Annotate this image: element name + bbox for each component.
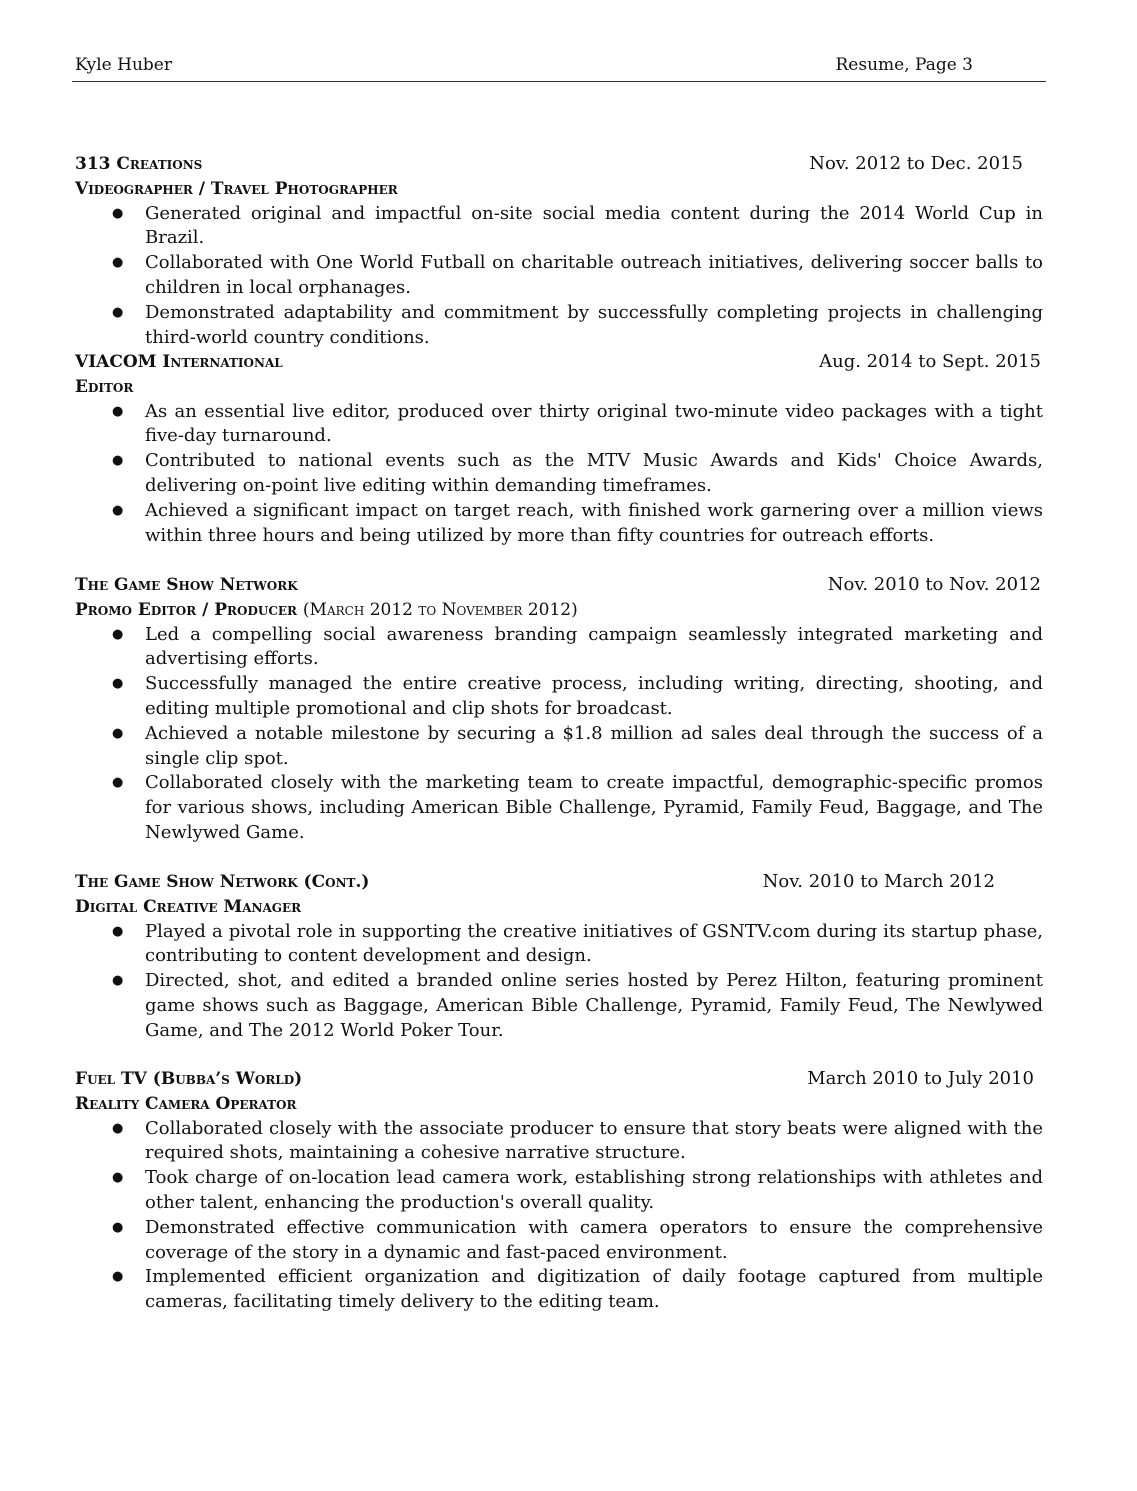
company-name: 313 Creations — [75, 154, 203, 174]
bullet-item: ● Led a compelling social awareness branding campaign seamlessly integrated marketing and advertising efforts. — [112, 623, 1043, 670]
job-heading — [75, 573, 1043, 598]
header-page-label: Resume, Page 3 — [835, 55, 973, 75]
job-entry — [75, 573, 1043, 846]
bullet-item: ● Collaborated closely with the associate producer to ensure that story beats were aligned with the required shots, maintaining a cohesive narrative structure. — [112, 1117, 1043, 1164]
bullet-list — [75, 920, 1043, 1044]
bullet-list — [75, 202, 1043, 351]
bullet-icon: ● — [112, 676, 124, 692]
bullet-item: ● Contributed to national events such as the MTV Music Awards and Kids' Choice Awards, delivering on-point live editing within demanding timeframes. — [112, 450, 1043, 496]
bullet-item: ● Successfully managed the entire creative process, including writing, directing, shooting, and editing multiple promotional and clip shots for broadcast. — [112, 673, 1043, 719]
bullet-item: ● Demonstrated effective communication with camera operators to ensure the comprehensive coverage of the story in a dynamic and fast-paced environment. — [112, 1216, 1043, 1263]
bullet-item: ● Demonstrated adaptability and commitment by successfully completing projects in challenging third-world country conditions. — [112, 301, 1043, 348]
bullet-item: ● Achieved a notable milestone by securing a $1.8 million ad sales deal through the success of a single clip spot. — [112, 722, 1043, 769]
job-role — [75, 375, 1043, 400]
bullet-item: ● As an essential live editor, produced over thirty original two-minute video packages with a tight five-day turnaround. — [112, 400, 1043, 447]
bullet-icon: ● — [112, 923, 124, 939]
company-name: Fuel TV (Bubba’s World) — [75, 1069, 303, 1089]
job-role — [75, 1092, 1043, 1117]
bullet-list — [75, 400, 1043, 549]
bullet-icon: ● — [112, 1170, 124, 1186]
role-note: (March 2012 to November 2012) — [302, 599, 578, 620]
bullet-icon: ● — [112, 1219, 124, 1235]
job-role — [75, 177, 1043, 202]
job-dates: March 2010 to July 2010 — [807, 1068, 1034, 1089]
job-heading — [75, 870, 1043, 895]
bullet-list — [75, 623, 1043, 846]
company-name: The Game Show Network (Cont.) — [75, 872, 370, 892]
bullet-item: ● Collaborated with One World Futball on charitable outreach initiatives, delivering soccer balls to children in local orphanages. — [112, 252, 1043, 298]
job-entry — [75, 870, 1043, 1044]
role-title: Editor — [75, 376, 134, 397]
bullet-icon: ● — [112, 403, 124, 419]
bullet-item: ● Implemented efficient organization and digitization of daily footage captured from multiple cameras, facilitating timely delivery to the editing team. — [112, 1266, 1043, 1313]
bullet-item: ● Played a pivotal role in supporting the creative initiatives of GSNTV.com during its startup phase, contributing to content development and design. — [112, 920, 1043, 967]
job-entry — [75, 1067, 1043, 1315]
job-dates: Aug. 2014 to Sept. 2015 — [819, 351, 1041, 372]
job-dates: Nov. 2010 to March 2012 — [762, 871, 995, 892]
job-heading — [75, 1067, 1043, 1092]
page-header — [75, 55, 1045, 83]
bullet-item: ● Directed, shot, and edited a branded online series hosted by Perez Hilton, featuring prominent game shows such as Baggage, American Bible Challenge, Pyramid, Family Feud, The Newlywed Game, and The 2012 World Poker Tour. — [112, 970, 1043, 1041]
bullet-icon: ● — [112, 205, 124, 221]
bullet-icon: ● — [112, 1269, 124, 1285]
bullet-icon: ● — [112, 725, 124, 741]
job-dates: Nov. 2012 to Dec. 2015 — [809, 153, 1023, 174]
role-title: Digital Creative Manager — [75, 896, 302, 917]
company-name: The Game Show Network — [75, 575, 298, 595]
bullet-item: ● Achieved a significant impact on target reach, with finished work garnering over a million views within three hours and being utilized by more than fifty countries for outreach efforts. — [112, 499, 1043, 546]
bullet-item: ● Took charge of on-location lead camera work, establishing strong relationships with athletes and other talent, enhancing the production's overall quality. — [112, 1167, 1043, 1213]
job-heading — [75, 152, 1043, 177]
bullet-icon: ● — [112, 775, 124, 791]
bullet-item: ● Collaborated closely with the marketing team to create impactful, demographic-specific promos for various shows, including American Bible Challenge, Pyramid, Family Feud, Baggage, and The Newlywed Game. — [112, 772, 1043, 843]
bullet-icon: ● — [112, 255, 124, 271]
bullet-icon: ● — [112, 1120, 124, 1136]
bullet-item: ● Generated original and impactful on-site social media content during the 2014 World Cup in Brazil. — [112, 202, 1043, 249]
bullet-icon: ● — [112, 502, 124, 518]
header-rule — [72, 81, 1046, 82]
bullet-icon: ● — [112, 453, 124, 469]
bullet-icon: ● — [112, 973, 124, 989]
job-entry — [75, 350, 1043, 548]
job-dates: Nov. 2010 to Nov. 2012 — [827, 574, 1041, 595]
role-title: Reality Camera Operator — [75, 1093, 297, 1114]
job-entry — [75, 152, 1043, 350]
role-title: Videographer / Travel Photographer — [75, 178, 398, 199]
bullet-icon: ● — [112, 304, 124, 320]
company-name: VIACOM International — [75, 352, 283, 372]
header-name: Kyle Huber — [75, 55, 172, 75]
job-role — [75, 895, 1043, 920]
job-role — [75, 598, 1043, 623]
bullet-list — [75, 1117, 1043, 1315]
role-title: Promo Editor / Producer — [75, 599, 297, 620]
job-heading — [75, 350, 1043, 375]
bullet-icon: ● — [112, 626, 124, 642]
